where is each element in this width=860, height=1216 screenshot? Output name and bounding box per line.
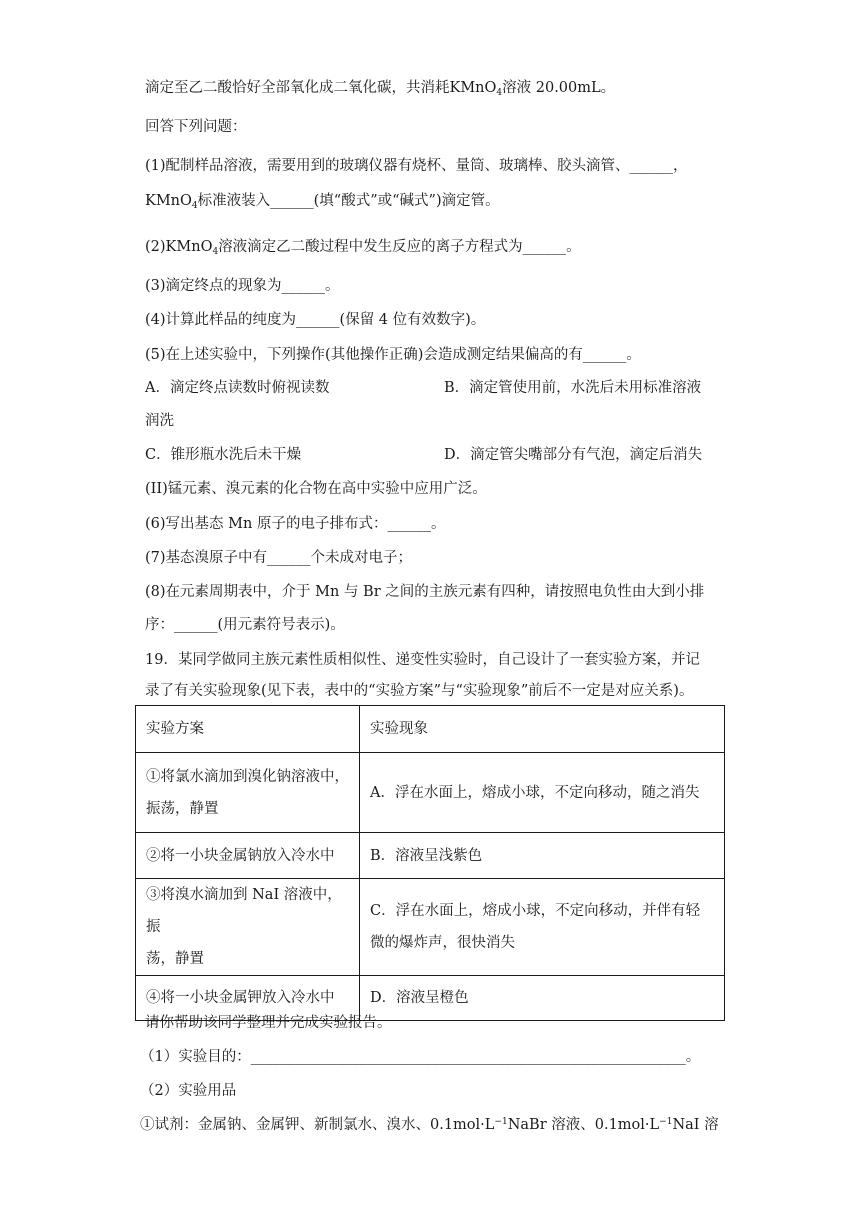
question-3: (3)滴定终点的现象为______。 <box>145 278 340 294</box>
section-1-purpose: （1）实验目的：____________________________________________________________。 <box>140 1049 701 1065</box>
formula: KMnO$_4$ <box>145 193 198 211</box>
plan-cell: ①将氯水滴加到溴化钠溶液中， 振荡，静置 <box>136 753 360 833</box>
plan-cell: ④将一小块金属钾放入冷水中 <box>136 976 360 1021</box>
table-header-row <box>136 706 725 753</box>
paragraph-titration <box>145 78 615 98</box>
question-6: (6)写出基态 Mn 原子的电子排布式：______。 <box>145 516 446 532</box>
question-8a: (8)在元素周期表中，介于 Mn 与 Br 之间的主族元素有四种，请按照电负性由大到小排 <box>145 584 705 600</box>
text: 标准液装入______(填“酸式”或“碱式”)滴定管。 <box>197 193 500 209</box>
table-row <box>136 833 725 879</box>
question-19a: 19．某同学做同主族元素性质相似性、递变性实验时，自己设计了一套实验方案，并记 <box>145 652 700 668</box>
question-2 <box>145 237 581 257</box>
phenomenon-cell: C．浮在水面上，熔成小球，不定向移动，并伴有轻 微的爆炸声，很快消失 <box>360 879 725 976</box>
text: 溶液 20.00mL。 <box>502 80 616 96</box>
after-table-text: 请你帮助该同学整理并完成实验报告。 <box>145 1015 392 1031</box>
superscript: −1 <box>494 1117 508 1127</box>
plan-cell: ②将一小块金属钠放入冷水中 <box>136 833 360 879</box>
question-19b: 录了有关实验现象(见下表，表中的“实验方案”与“实验现象”前后不一定是对应关系)。 <box>145 683 694 699</box>
option-c: C．锥形瓶水洗后未干燥 <box>145 447 302 463</box>
experiment-table <box>135 705 725 1021</box>
option-d: D．滴定管尖嘴部分有气泡，滴定后消失 <box>444 447 703 463</box>
formula: KMnO$_4$ <box>165 239 219 257</box>
section-2-materials: （2）实验用品 <box>140 1083 237 1099</box>
table-row <box>136 753 725 833</box>
text: 滴定至乙二酸恰好全部氧化成二氧化碳，共消耗 <box>145 80 450 96</box>
phenomenon-cell: B．溶液呈浅紫色 <box>360 833 725 879</box>
text: NaBr 溶液、0.1mol·L <box>507 1117 660 1133</box>
text: NaI 溶 <box>672 1117 719 1133</box>
question-1b <box>145 191 500 211</box>
question-8b: 序：______(用元素符号表示)。 <box>145 617 345 633</box>
question-7: (7)基态溴原子中有______个未成对电子； <box>145 550 413 566</box>
option-b: B．滴定管使用前，水洗后未用标准溶液 <box>444 380 702 396</box>
header-plan: 实验方案 <box>136 706 360 753</box>
text: (2) <box>145 239 166 255</box>
header-phenomenon: 实验现象 <box>360 706 725 753</box>
text: ①试剂：金属钠、金属钾、新制氯水、溴水、0.1mol·L <box>140 1117 495 1133</box>
part-2-heading: (II)锰元素、溴元素的化合物在高中实验中应用广泛。 <box>145 481 487 497</box>
answer-intro: 回答下列问题： <box>145 119 247 135</box>
section-reagents <box>140 1115 719 1135</box>
question-1a: (1)配制样品溶液，需要用到的玻璃仪器有烧杯、量筒、玻璃棒、胶头滴管、______， <box>145 158 688 174</box>
option-b-continued: 润洗 <box>145 413 174 429</box>
plan-cell: ③将溴水滴加到 NaI 溶液中，振 荡，静置 <box>136 879 360 976</box>
question-5: (5)在上述实验中，下列操作(其他操作正确)会造成测定结果偏高的有______。 <box>145 347 641 363</box>
table-row <box>136 879 725 976</box>
question-4: (4)计算此样品的纯度为______(保留 4 位有效数字)。 <box>145 312 486 328</box>
phenomenon-cell: D．溶液呈橙色 <box>360 976 725 1021</box>
text: 溶液滴定乙二酸过程中发生反应的离子方程式为______。 <box>218 239 581 255</box>
superscript: −1 <box>659 1117 673 1127</box>
phenomenon-cell: A．浮在水面上，熔成小球，不定向移动，随之消失 <box>360 753 725 833</box>
option-a: A．滴定终点读数时俯视读数 <box>145 380 330 396</box>
formula: KMnO$_4$ <box>449 80 503 98</box>
